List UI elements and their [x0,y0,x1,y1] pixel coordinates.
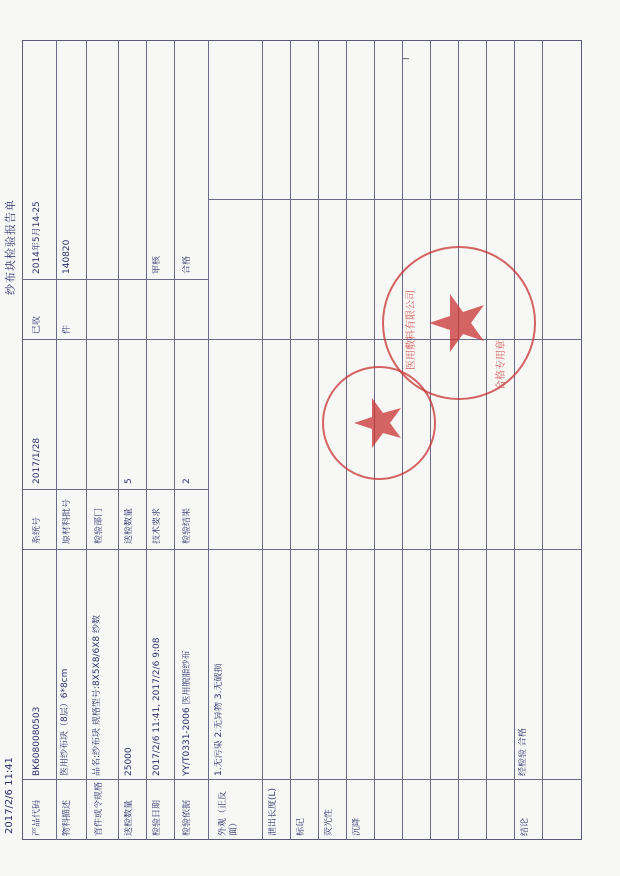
col-divider [22,779,582,780]
right-qty: 5 [124,478,134,484]
value-conclusion: 经检验 合格 [518,728,528,776]
col-divider [208,199,582,200]
right-unit: 件 [62,324,72,334]
table-row [174,40,175,840]
value-spec: 品名:纱布块 规格型号:8X5X8/6X8 纱数 [92,615,102,776]
report-title: 纱布块检验报告单 [4,199,17,295]
table-row [118,40,119,840]
mid-result: 检验结果 [182,507,192,544]
inspection-report [4,40,582,840]
right-date2: 2014年5月14-25 [32,201,42,274]
value-product-code: BK6080080503 [32,706,42,776]
label-length: 泄出长度(L) [268,787,278,836]
right-approve: 审核 [152,255,162,274]
table-row [86,40,87,840]
table-row [514,40,515,840]
label-appearance: 外观（正反面） [218,790,239,836]
label-qty: 送检数量 [124,799,134,836]
value-date: 2017/2/6 11:41, 2017/2/6 9:08 [152,637,162,776]
mid-sample: 送检数量 [124,507,134,544]
table-row [486,40,487,840]
label-basis: 检验依据 [182,799,192,836]
col-divider [22,489,208,490]
seal-text: 合格专用章 [496,340,507,390]
value-appearance: 1.无污染 2.无异物 3.无破损 [214,663,224,776]
label-material: 物料描述 [62,799,72,836]
footer-mark: Ⅰ [402,57,412,60]
label-conclusion: 结论 [520,817,530,836]
label-product-code: 产品代码 [32,799,42,836]
table-row [542,40,543,840]
mid-series: 系统号 [32,516,42,544]
right-result: 合格 [182,255,192,274]
table-row [290,40,291,840]
col-divider [22,279,208,280]
label-spec: 首件或令规格 [94,782,104,836]
table-frame [22,40,582,840]
mid-tech: 技术要求 [152,507,162,544]
label-mark: 标记 [296,817,306,836]
value-qty: 25000 [124,747,134,776]
label-sediment: 沉降 [352,817,362,836]
table-row [458,40,459,840]
right-sample: 2 [182,478,192,484]
right-received: 已收 [32,315,42,334]
mid-batch: 原材料批号 [62,498,72,544]
mid-dept: 检验部门 [94,507,104,544]
table-row [318,40,319,840]
col-divider [22,549,582,550]
print-date: 2017/2/6 11:41 [4,757,15,834]
seal-top-text: 医用敷料有限公司 [406,290,417,370]
label-date: 检验日期 [152,799,162,836]
table-row [262,40,263,840]
value-basis: YY/T0331-2006 医用脱脂纱布 [182,650,192,776]
value-material: 医用纱布块（8层）6*8cm [60,668,70,776]
right-date: 2017/1/28 [32,437,42,484]
right-lot: 140820 [62,239,72,274]
table-row [56,40,57,840]
label-fluorescence: 荧光性 [324,808,334,836]
table-row [146,40,147,840]
table-row [208,40,209,840]
